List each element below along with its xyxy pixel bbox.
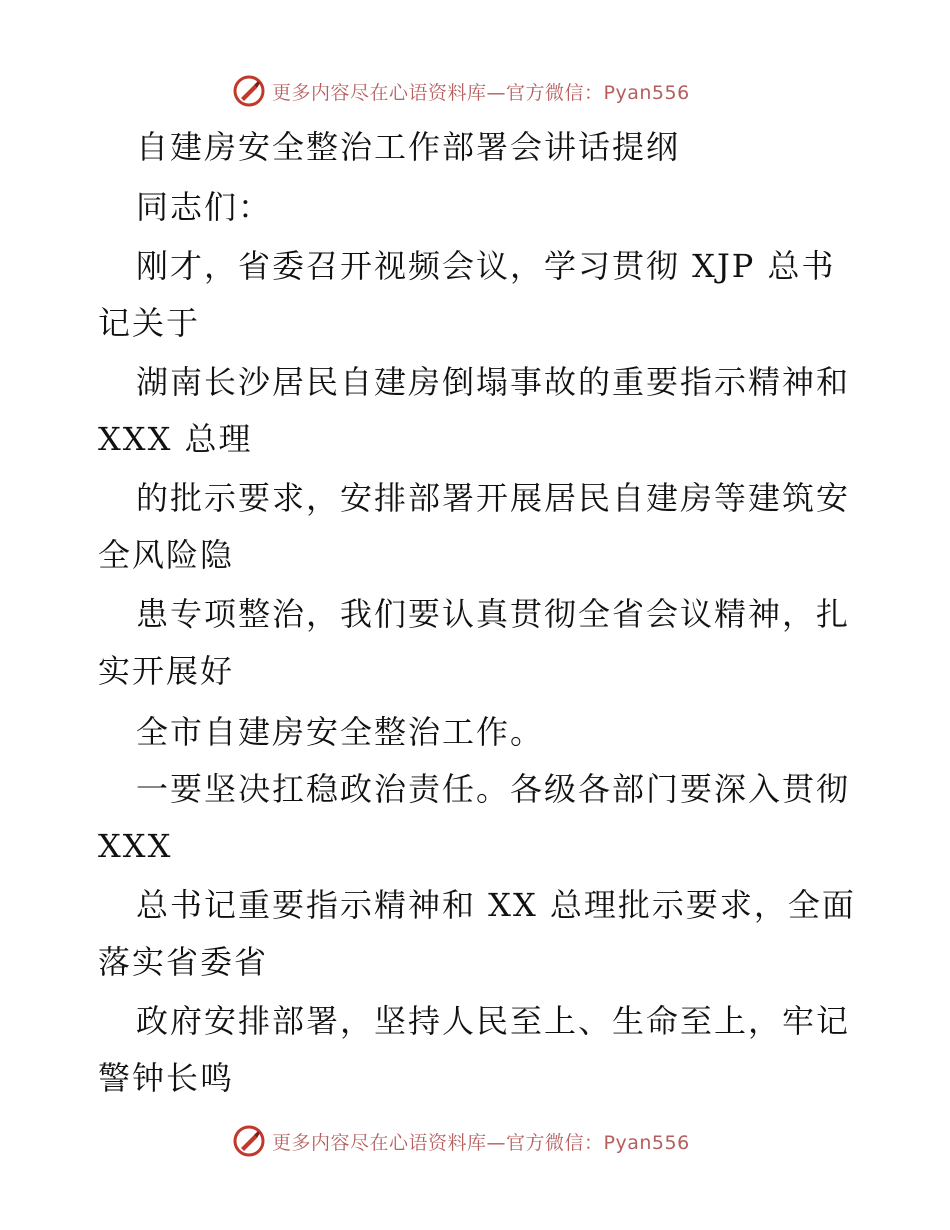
text-line: 全风险隐 (98, 536, 235, 574)
watermark-text: 更多内容尽在心语资料库—官方微信：Pyan556 (272, 1131, 690, 1154)
text-line: XXX 总理 (98, 420, 253, 458)
text-line: 湖南长沙居民自建房倒塌事故的重要指示精神和 (136, 363, 851, 401)
text-line: 记关于 (98, 304, 201, 342)
pen-logo-icon (232, 1124, 266, 1158)
salutation: 同志们： (136, 188, 273, 226)
text-line: 警钟长鸣 (98, 1059, 235, 1097)
text-line: 总书记重要指示精神和 XX 总理批示要求，全面 (136, 886, 856, 924)
watermark-footer (232, 1124, 732, 1158)
watermark-text: 更多内容尽在心语资料库—官方微信：Pyan556 (272, 81, 690, 104)
document-title: 自建房安全整治工作部署会讲话提纲 (136, 128, 681, 166)
text-line: 一要坚决扛稳政治责任。各级各部门要深入贯彻 (136, 770, 851, 808)
text-line: 全市自建房安全整治工作。 (136, 713, 545, 751)
text-line: 落实省委省 (98, 943, 269, 981)
text-line: 刚才，省委召开视频会议，学习贯彻 XJP 总书 (136, 247, 836, 285)
text-line: 实开展好 (98, 652, 235, 690)
text-line: XXX (98, 827, 173, 865)
text-line: 的批示要求，安排部署开展居民自建房等建筑安 (136, 479, 851, 517)
text-line: 政府安排部署，坚持人民至上、生命至上，牢记 (136, 1002, 851, 1040)
text-line: 患专项整治，我们要认真贯彻全省会议精神，扎 (136, 595, 851, 633)
